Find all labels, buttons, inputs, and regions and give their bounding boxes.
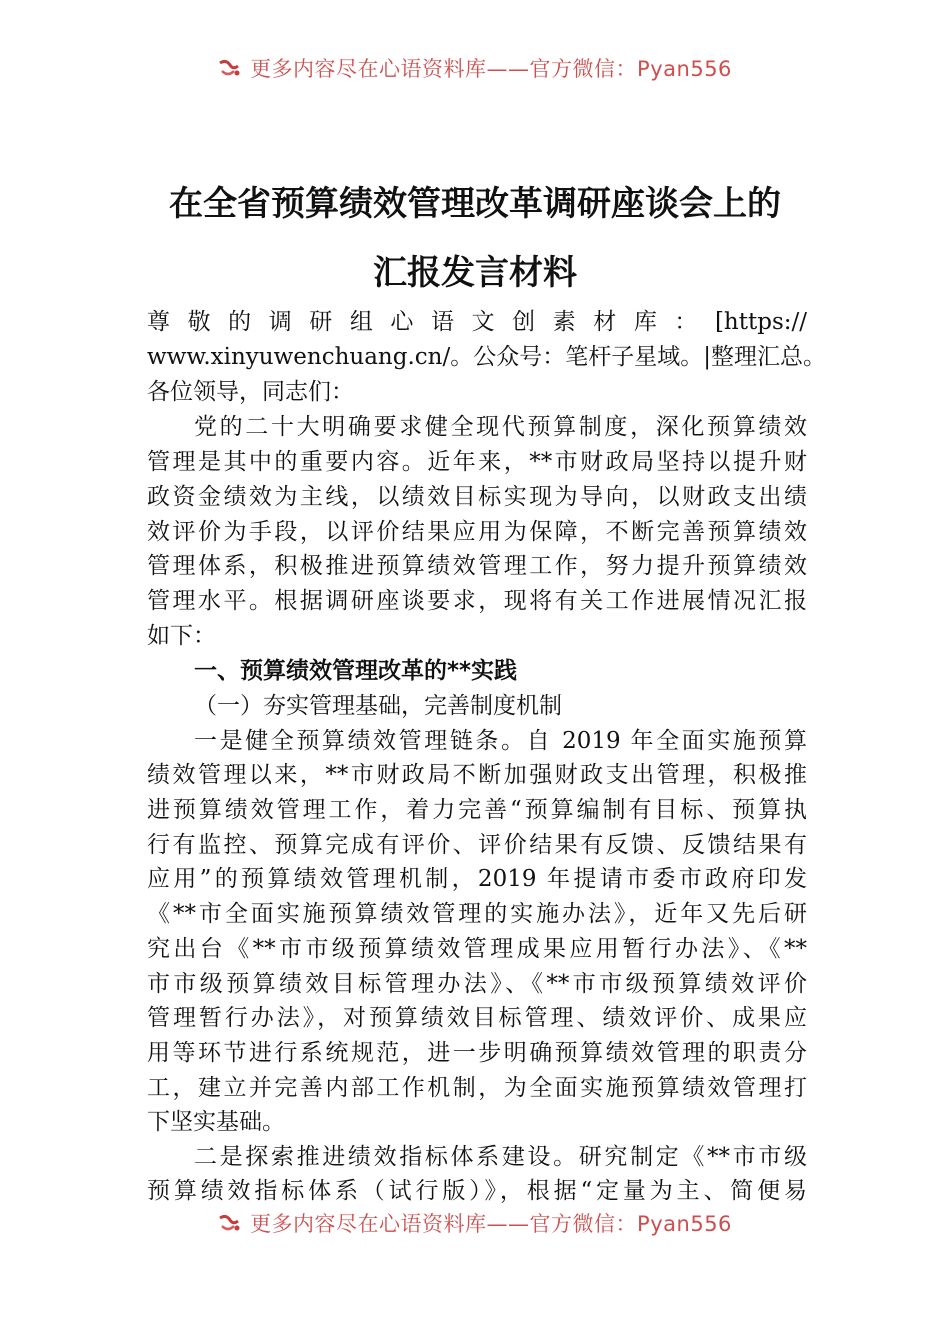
paragraph-line: 管理水平。根据调研座谈要求，现将有关工作进展情况汇报 bbox=[147, 588, 807, 614]
paragraph-line: 用等环节进行系统规范，进一步明确预算绩效管理的职责分 bbox=[147, 1040, 807, 1066]
paragraph-line: 一是健全预算绩效管理链条。自 2019 年全面实施预算 bbox=[194, 728, 807, 754]
document-title-line-2: 汇报发言材料 bbox=[373, 253, 577, 293]
paragraph-line: 效评价为手段，以评价结果应用为保障，不断完善预算绩效 bbox=[147, 519, 807, 545]
paragraph-line: 二是探索推进绩效指标体系建设。研究制定《**市市级 bbox=[194, 1144, 807, 1170]
paragraph-line: 市市级预算绩效目标管理办法》、《**市市级预算绩效评价 bbox=[147, 971, 807, 997]
paragraph-line: 下坚实基础。 bbox=[147, 1109, 285, 1135]
salutation: 各位领导，同志们： bbox=[147, 379, 354, 405]
source-line-1: 尊敬的调研组心语文创素材库：[https:// bbox=[147, 309, 807, 335]
logo-icon bbox=[218, 57, 242, 79]
paragraph-line: 管理是其中的重要内容。近年来，**市财政局坚持以提升财 bbox=[147, 449, 807, 475]
watermark-text: 更多内容尽在心语资料库——官方微信：Pyan556 bbox=[250, 1212, 732, 1236]
paragraph-line: 工，建立并完善内部工作机制，为全面实施预算绩效管理打 bbox=[147, 1075, 807, 1101]
paragraph-line: 预算绩效指标体系（试行版）》，根据“定量为主、简便易 bbox=[147, 1178, 807, 1204]
section-subheading: （一）夯实管理基础，完善制度机制 bbox=[194, 693, 562, 719]
source-line-2: www.xinyuwenchuang.cn/。公众号：笔杆子星域。|整理汇总。 bbox=[147, 344, 826, 370]
paragraph-line: 管理体系，积极推进预算绩效管理工作，努力提升预算绩效 bbox=[147, 553, 807, 579]
paragraph-line: 政资金绩效为主线，以绩效目标实现为导向，以财政支出绩 bbox=[147, 484, 807, 510]
paragraph-line: 行有监控、预算完成有评价、评价结果有反馈、反馈结果有 bbox=[147, 832, 807, 858]
watermark-text: 更多内容尽在心语资料库——官方微信：Pyan556 bbox=[250, 57, 732, 81]
document-title-line-1: 在全省预算绩效管理改革调研座谈会上的 bbox=[169, 184, 781, 224]
paragraph-line: 《**市全面实施预算绩效管理的实施办法》，近年又先后研 bbox=[147, 901, 807, 927]
watermark-banner-top bbox=[0, 52, 950, 84]
paragraph-line: 应用”的预算绩效管理机制，2019 年提请市委市政府印发 bbox=[147, 866, 807, 892]
paragraph-line: 绩效管理以来，**市财政局不断加强财政支出管理，积极推 bbox=[147, 762, 807, 788]
paragraph-line: 党的二十大明确要求健全现代预算制度，深化预算绩效 bbox=[194, 414, 807, 440]
section-heading: 一、预算绩效管理改革的**实践 bbox=[194, 658, 518, 684]
logo-icon bbox=[218, 1212, 242, 1234]
paragraph-line: 进预算绩效管理工作，着力完善“预算编制有目标、预算执 bbox=[147, 797, 807, 823]
watermark-banner-bottom bbox=[0, 1207, 950, 1239]
paragraph-line: 究出台《**市市级预算绩效管理成果应用暂行办法》、《** bbox=[147, 936, 807, 962]
paragraph-line: 管理暂行办法》，对预算绩效目标管理、绩效评价、成果应 bbox=[147, 1005, 807, 1031]
paragraph-line: 如下： bbox=[147, 623, 216, 649]
